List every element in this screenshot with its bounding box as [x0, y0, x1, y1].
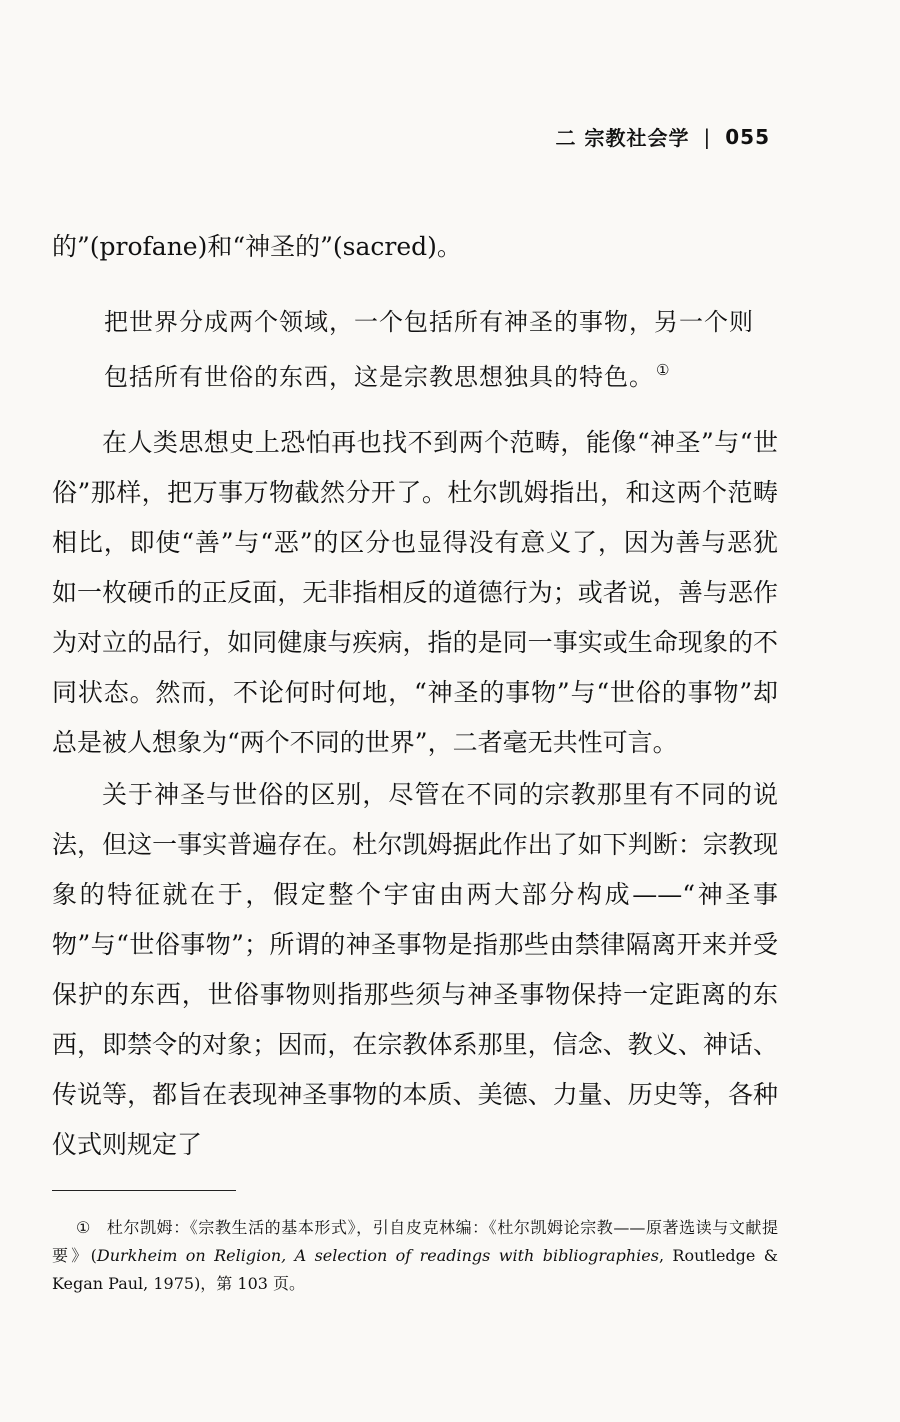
footnote [52, 1214, 778, 1298]
paragraph-2: 在人类思想史上恐怕再也找不到两个范畴，能像“神圣”与“世俗”那样，把万事万物截然分开了。杜尔凯姆指出，和这两个范畴相比，即使“善”与“恶”的区分也显得没有意义了，因为善与恶犹如一枚硬币的正反面，无非指相反的道德行为；或者说，善与恶作为对立的品行，如同健康与疾病，指的是同一事实或生命现象的不同状态。然而，不论何时何地，“神圣的事物”与“世俗的事物”却总是被人想象为“两个不同的世界”，二者毫无共性可言。 [52, 428, 778, 757]
footnote-text-before: 杜尔凯姆：《宗教生活的基本形式》，引自皮克林编：《杜尔凯姆论宗教——原著选读与文献提要》( [52, 1218, 778, 1265]
block-quote-text: 把世界分成两个领域，一个包括所有神圣的事物，另一个则包括所有世俗的东西，这是宗教思想独具的特色。 [104, 308, 754, 391]
footnote-book-title: Durkheim on Religion, A selection of readings with bibliographies [96, 1246, 659, 1265]
footnote-text-after: , Routledge & Kegan Paul, 1975)，第 103 页。 [52, 1246, 779, 1293]
page-number: 055 [725, 124, 770, 149]
paragraph-3: 关于神圣与世俗的区别，尽管在不同的宗教那里有不同的说法，但这一事实普遍存在。杜尔凯姆据此作出了如下判断：宗教现象的特征就在于，假定整个宇宙由两大部分构成——“神圣事物”与“世俗事物”；所谓的神圣事物是指那些由禁律隔离开来并受保护的东西，世俗事物则指那些须与神圣事物保持一定距离的东西，即禁令的对象；因而，在宗教体系那里，信念、教义、神话、传说等，都旨在表现神圣事物的本质、美德、力量、历史等，各种仪式则规定了 [52, 780, 778, 1159]
running-header [556, 122, 770, 151]
footnote-mark: ① [76, 1218, 91, 1237]
footnote-reference[interactable]: ① [656, 361, 671, 379]
paragraph-continued: 的”(profane)和“神圣的”(sacred)。 [52, 232, 462, 261]
footnote-divider [52, 1190, 236, 1191]
block-quote [104, 298, 778, 401]
section-title: 二 宗教社会学 [555, 126, 690, 150]
header-separator: | [703, 124, 712, 149]
